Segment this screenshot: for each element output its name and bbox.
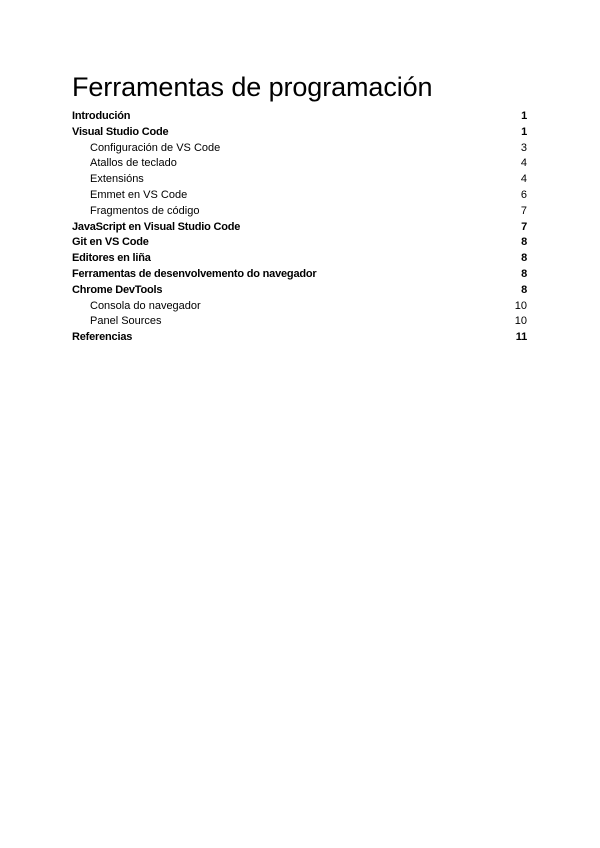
toc-entry-page[interactable]: 7 <box>521 220 527 233</box>
toc-entry-label[interactable]: Fragmentos de código <box>90 204 200 217</box>
toc-entry-emmet-en-vs-code[interactable] <box>72 188 527 204</box>
toc-entry-page[interactable]: 4 <box>520 157 527 170</box>
toc-entry-page[interactable]: 8 <box>521 252 527 265</box>
toc-entry-page[interactable]: 8 <box>521 267 527 280</box>
toc-entry-editores-en-lina[interactable] <box>72 251 527 267</box>
toc-entry-page[interactable]: 10 <box>514 315 527 328</box>
toc-entry-chrome-devtools[interactable] <box>72 283 527 299</box>
toc-entry-label[interactable]: JavaScript en Visual Studio Code <box>72 220 241 233</box>
toc-entry-panel-sources[interactable] <box>72 314 527 330</box>
toc-entry-page[interactable]: 10 <box>514 299 527 312</box>
toc-entry-label[interactable]: Introdución <box>72 110 131 122</box>
toc-entry-page[interactable]: 7 <box>520 204 527 217</box>
toc-entry-javascript-en-vs-code[interactable] <box>72 220 527 236</box>
toc-entry-page[interactable]: 8 <box>521 283 527 296</box>
toc-entry-label[interactable]: Referencias <box>72 331 133 344</box>
toc-entry-git-en-vs-code[interactable] <box>72 235 527 251</box>
toc-entry-introducion[interactable] <box>72 109 527 125</box>
toc-entry-label[interactable]: Editores en liña <box>72 252 151 265</box>
toc-entry-label[interactable]: Extensións <box>90 173 144 186</box>
toc-entry-page[interactable]: 1 <box>521 110 527 122</box>
toc-entry-ferramentas-navegador[interactable] <box>72 267 527 283</box>
toc-entry-label[interactable]: Chrome DevTools <box>72 283 163 296</box>
toc-entry-label[interactable]: Visual Studio Code <box>72 125 169 138</box>
toc-entry-atallos-de-teclado[interactable] <box>72 156 527 172</box>
toc-entry-referencias[interactable] <box>72 330 527 346</box>
toc-entry-page[interactable]: 11 <box>515 331 527 344</box>
toc-entry-label[interactable]: Panel Sources <box>90 315 162 328</box>
toc-entry-page[interactable]: 1 <box>521 125 527 138</box>
toc-entry-page[interactable]: 4 <box>520 173 527 186</box>
toc-entry-label[interactable]: Configuración de VS Code <box>90 141 221 154</box>
toc-entry-configuracion-vs-code[interactable] <box>72 141 527 157</box>
toc-entry-label[interactable]: Consola do navegador <box>90 299 201 312</box>
table-of-contents <box>72 109 527 346</box>
toc-entry-fragmentos-de-codigo[interactable] <box>72 204 527 220</box>
toc-entry-label[interactable]: Atallos de teclado <box>90 157 177 170</box>
toc-entry-page[interactable]: 8 <box>521 236 527 249</box>
toc-entry-label[interactable]: Emmet en VS Code <box>90 188 188 201</box>
toc-entry-visual-studio-code[interactable] <box>72 125 527 141</box>
toc-entry-label[interactable]: Ferramentas de desenvolvemento do navegador <box>72 267 317 280</box>
toc-entry-page[interactable]: 6 <box>520 188 527 201</box>
toc-entry-consola-do-navegador[interactable] <box>72 299 527 315</box>
toc-entry-page[interactable]: 3 <box>520 141 527 154</box>
toc-entry-extensions[interactable] <box>72 172 527 188</box>
toc-entry-label[interactable]: Git en VS Code <box>72 236 149 249</box>
page-title: Ferramentas de programación <box>72 72 433 102</box>
